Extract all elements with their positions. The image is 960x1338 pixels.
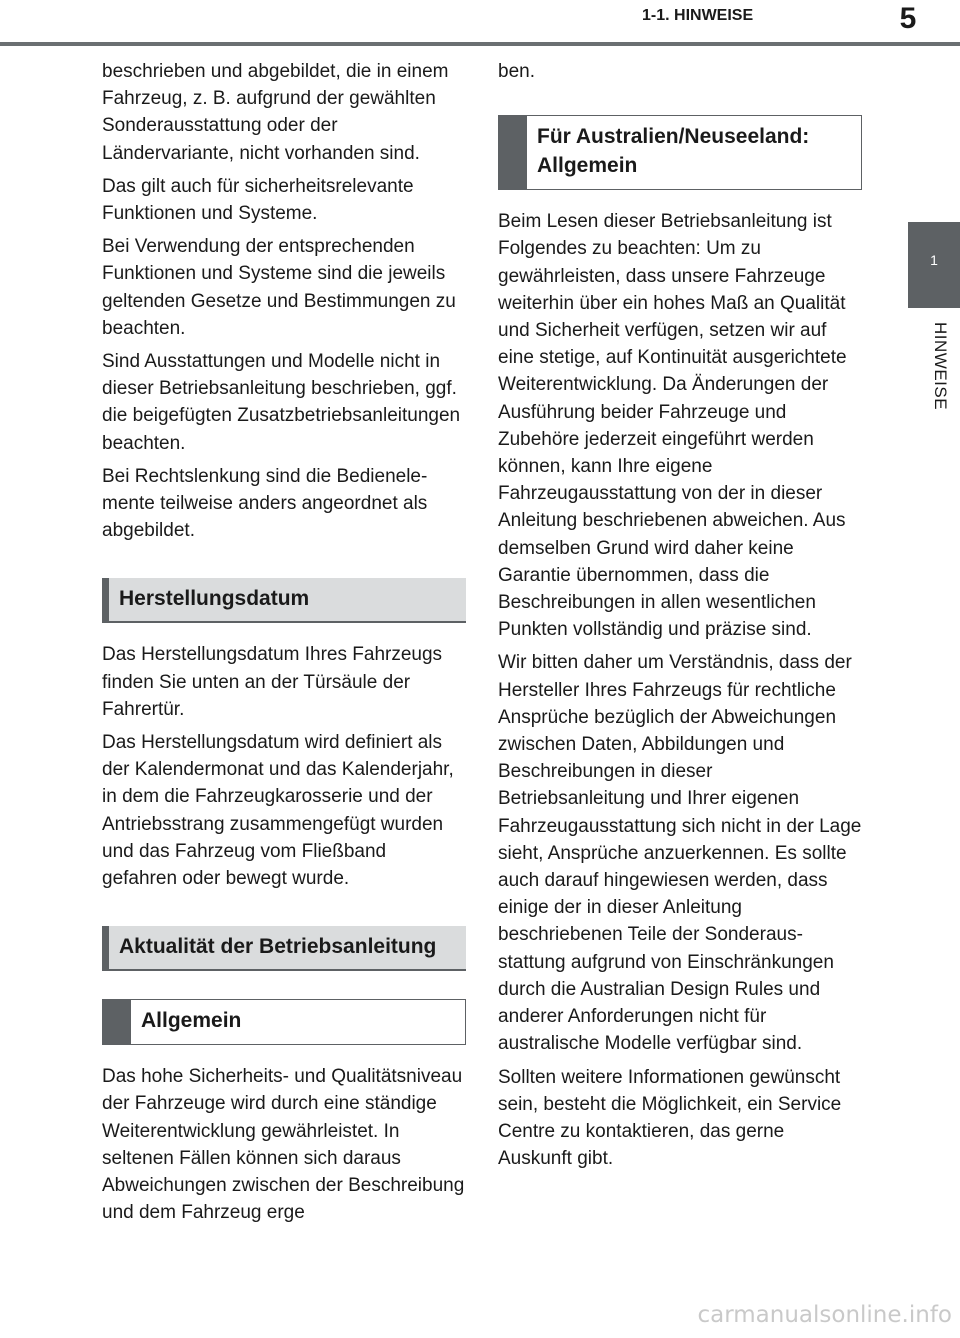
subheading-australien-neuseeland: Für Australien/Neuseeland: Allgemein <box>498 115 862 190</box>
section-heading-aktualitaet: Aktualität der Betriebsanleitung <box>102 926 466 971</box>
paragraph: ben. <box>498 61 535 82</box>
paragraph: Bei Verwendung der entsprechenden Funktionen und Systeme sind die jeweils geltenden Gesetze und Bestimmungen zu beachten. <box>102 236 456 339</box>
paragraph: Das Herstellungsdatum wird definiert als der Kalendermonat und das Kalenderjahr, in dem die Fahrzeugkarosserie und der Antriebsstrang zusammengefügt wurden und das Fahrzeug vom Fließband gefahren oder bewegt wurde. <box>102 732 454 890</box>
page-number: 5 <box>899 2 917 35</box>
left-column <box>102 58 466 1233</box>
chapter-number: 1 <box>930 252 938 268</box>
section-heading-herstellungsdatum: Herstellungsdatum <box>102 578 466 623</box>
paragraph: Wir bitten daher um Verständnis, dass der Hersteller Ihres Fahrzeugs für rechtliche Ansprüche bezüglich der Abweichungen zwischen Daten, Abbildungen und Beschreibungen in dieser Betriebsanleitung und Ihrer eigenen Fahrzeugausstattung sich nicht in der Lage sieht, Ansprüche anzuerkennen. Es sollte auch darauf hingewiesen werden, dass einige der in dieser Anleitung beschriebenen Teile der Sonderausstattung aufgrund von Einschränkungen durch die Australian Design Rules und anderer Anforderungen nicht für australische Modelle verfügbar sind. <box>498 652 862 1055</box>
subheading-allgemein: Allgemein <box>102 999 466 1045</box>
right-column <box>498 58 862 1178</box>
chapter-label: HINWEISE <box>931 322 950 411</box>
paragraph: Das Herstellungsdatum Ihres Fahrzeugs finden Sie unten an der Türsäule der Fahrertür. <box>102 644 443 720</box>
paragraph: Beim Lesen dieser Betriebsanleitung ist Folgendes zu beachten: Um zu gewährleisten, dass unsere Fahrzeuge weiterhin über ein hohes Maß an Qualität und Sicherheit verfügen, setzen wir auf eine stetige, auf Kontinuität ausgerichtete Weiterentwicklung. Da Änderungen der Ausführung beider Fahrzeuge und Zubehöre jederzeit eingeführt werden können, kann Ihre eigene Fahrzeugausstattung von der in dieser Anleitung beschriebenen abweichen. Aus demselben Grund wird daher keine Garantie übernommen, dass die Beschreibungen in allen wesentlichen Punkten vollständig und präzise sind. <box>498 211 847 641</box>
paragraph: Sind Ausstattungen und Modelle nicht in dieser Betriebsanleitung beschrieben, ggf. die beigefügten Zusatzbetriebsanleitungen beachten. <box>102 351 461 454</box>
paragraph: Sollten weitere Informationen gewünscht sein, besteht die Möglichkeit, ein Service Centre zu kontaktieren, das gerne Auskunft gibt. <box>498 1066 842 1170</box>
watermark: carmanualsonline.info <box>697 1302 952 1328</box>
paragraph: Das hohe Sicherheits- und Qualitätsniveau der Fahrzeuge wird durch eine ständige Weiterentwicklung gewährleistet. In seltenen Fällen können sich daraus Abweichungen zwischen der Beschreibung und dem Fahrzeug erge <box>102 1066 465 1224</box>
paragraph: beschrieben und abgebildet, die in einem Fahrzeug, z. B. aufgrund der gewählten Sonderausstattung oder der Ländervariante, nicht vorhanden sind. <box>102 61 449 164</box>
paragraph: Das gilt auch für sicherheitsrelevante Funktionen und Systeme. <box>102 175 414 225</box>
section-title: 1-1. HINWEISE <box>642 7 754 24</box>
header-divider <box>0 42 960 46</box>
paragraph: Bei Rechtslenkung sind die Bedienelemente teilweise anders angeordnet als abgebildet. <box>102 465 428 542</box>
